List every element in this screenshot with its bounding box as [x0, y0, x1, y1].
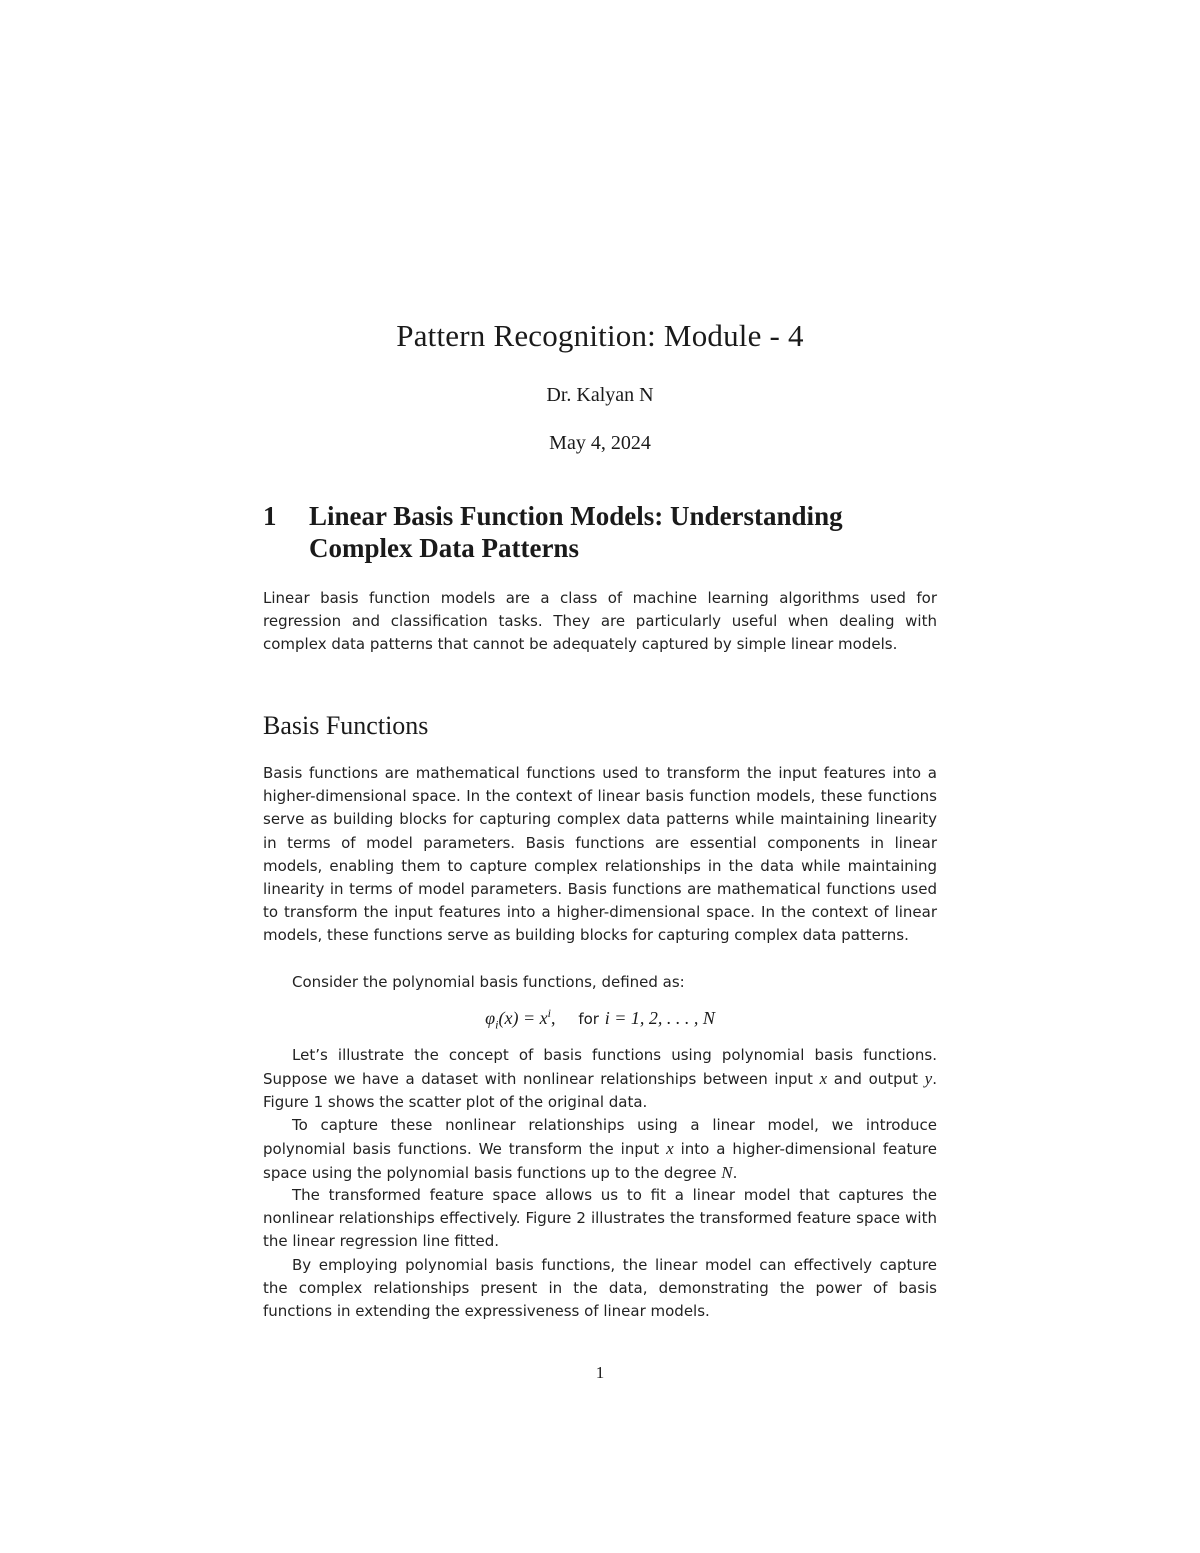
text-run: into a higher-dimensional feature space using the polynomial basis functions up to the degree	[263, 1140, 937, 1183]
text-run: To capture these nonlinear relationships using a linear model, we introduce polynomial basis functions. We transform the input	[263, 1116, 937, 1159]
equation-sup-i: i	[547, 1006, 551, 1020]
equation-phi: φ	[485, 1008, 496, 1028]
text-run: Let’s illustrate the concept of basis functions using polynomial basis functions. Suppose we have a dataset with nonlinear relationships between input	[263, 1046, 937, 1089]
subsection-title: Basis Functions	[263, 711, 429, 740]
math-x: x	[666, 1139, 674, 1159]
section-intro-paragraph: Linear basis function models are a class of machine learning algorithms used for regression and classification tasks. They are particularly useful when dealing with complex data patterns that cannot be adequately captured by simple linear models.	[263, 589, 937, 654]
math-x: x	[819, 1069, 828, 1089]
equation-comma: ,	[550, 1008, 556, 1028]
employing-paragraph: By employing polynomial basis functions, the linear model can effectively capture the complex relationships present in the data, demonstrating the power of basis functions in extending the expressiveness of linear models.	[263, 1256, 937, 1321]
basis-functions-paragraph: Basis functions are mathematical functions used to transform the input features into a higher-dimensional space. In the context of linear basis function models, these functions serve as building blocks for capturing complex data patterns while maintaining linearity in terms of model parameters. Basis functions are essential components in linear models, enabling them to capture complex relationships in the data while maintaining linearity in terms of model parameters. Basis functions are mathematical functions used to transform the input features into a higher-dimensional space. In the context of linear models, these functions serve as building blocks for capturing complex data patterns.	[263, 764, 937, 945]
text-run: and output	[827, 1070, 925, 1089]
document-date: May 4, 2024	[549, 432, 651, 454]
section-heading	[263, 500, 943, 564]
text-run: . Figure 1 shows the scatter plot of the original data.	[263, 1070, 937, 1112]
transformed-space-paragraph: The transformed feature space allows us to fit a linear model that captures the nonlinear relationships effectively. Figure 2 illustrates the transformed feature space with the linear regression line fitted.	[263, 1186, 937, 1251]
equation-sub-i: i	[495, 1017, 499, 1032]
capture-paragraph	[263, 1114, 937, 1186]
equation-condition: i = 1, 2, . . . , N	[604, 1008, 715, 1028]
math-y: y	[924, 1069, 933, 1089]
section-title: Linear Basis Function Models: Understanding Complex Data Patterns	[309, 501, 843, 563]
equation-argument: (x) = x	[498, 1008, 548, 1028]
document-author: Dr. Kalyan N	[546, 384, 654, 406]
illustration-paragraph	[263, 1044, 937, 1115]
consider-paragraph: Consider the polynomial basis functions, defined as:	[292, 973, 685, 991]
page-number: 1	[595, 1363, 605, 1382]
document-title: Pattern Recognition: Module - 4	[396, 318, 804, 353]
equation-for-text: for	[578, 1010, 599, 1028]
section-number: 1	[263, 501, 277, 531]
math-n: N	[721, 1163, 733, 1183]
text-run: .	[732, 1164, 738, 1183]
polynomial-basis-equation	[0, 1006, 1200, 1033]
